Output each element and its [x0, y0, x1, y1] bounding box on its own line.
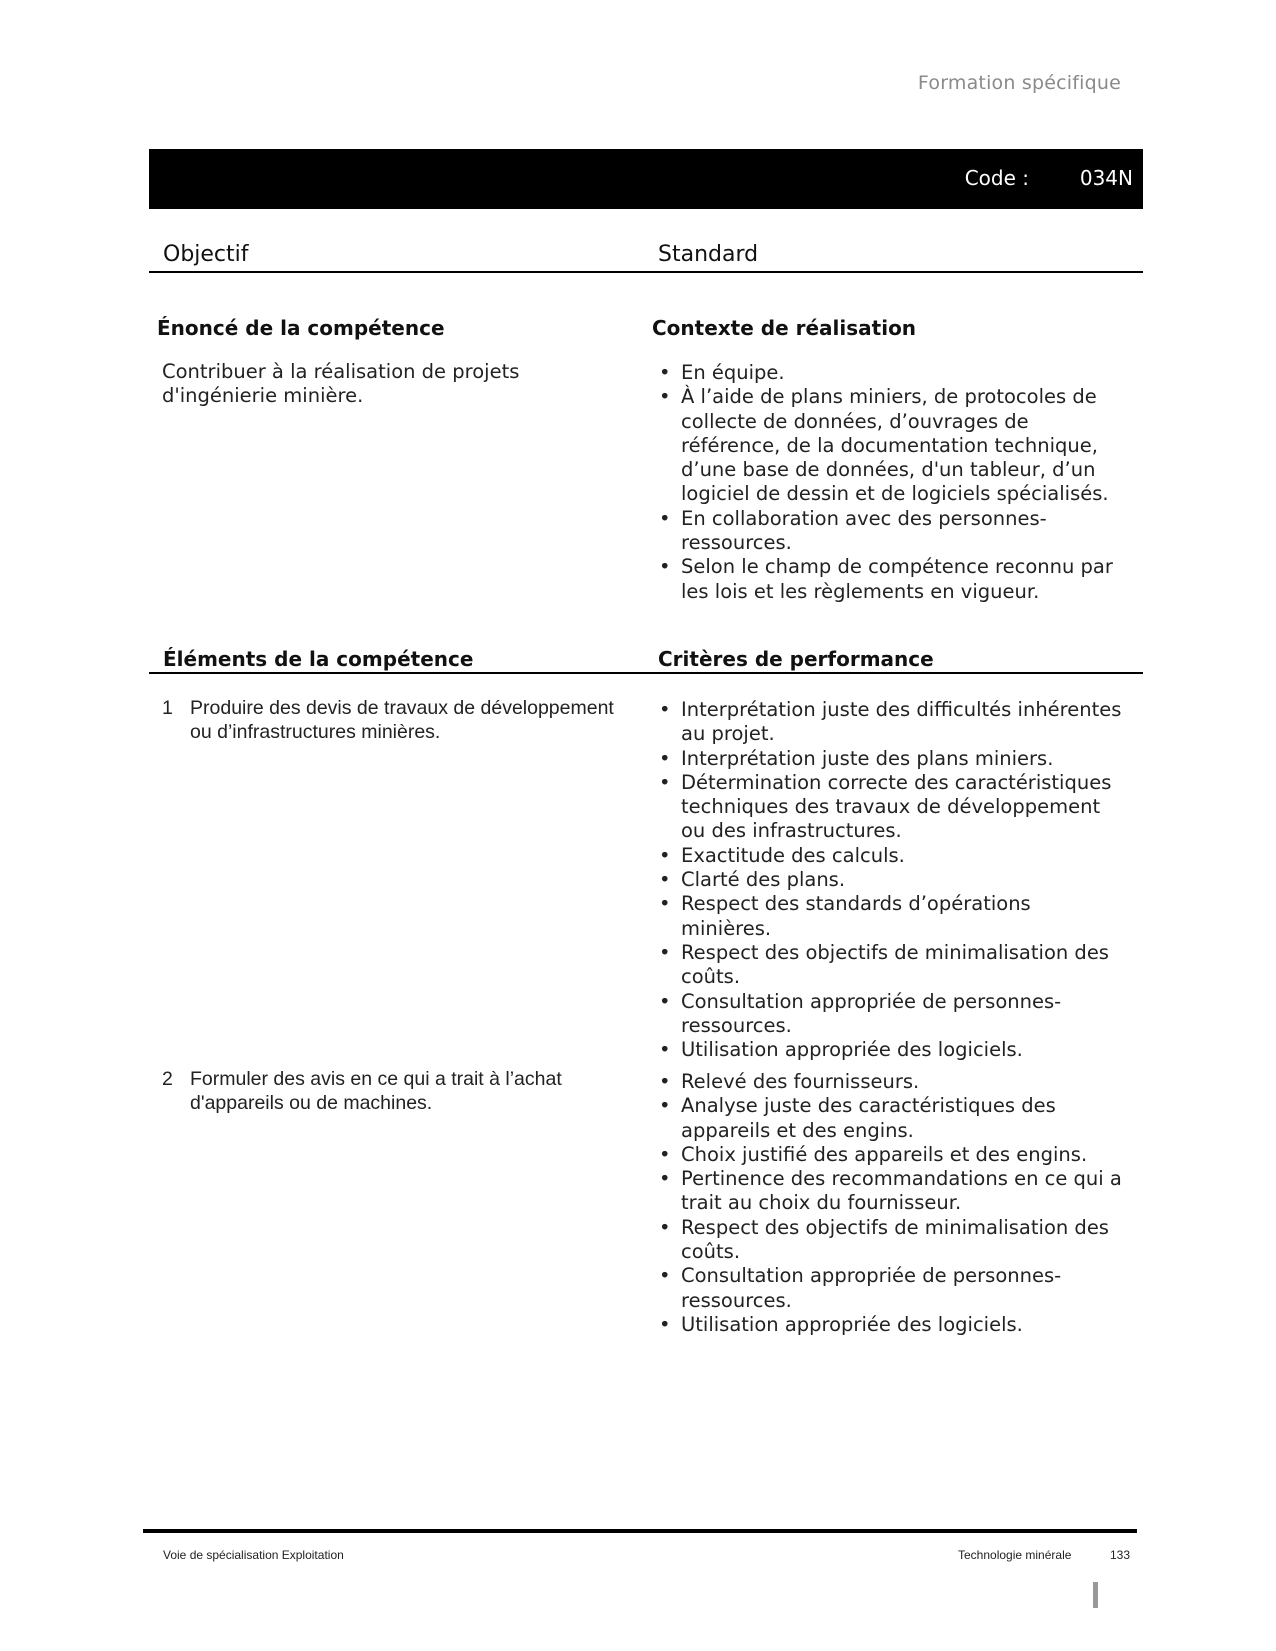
footer-program: Technologie minérale [958, 1548, 1072, 1562]
list-item: • Respect des objectifs de minimalisation des coûts. [659, 941, 1125, 990]
list-item: • Selon le champ de compétence reconnu par les lois et les règlements en vigueur. [659, 555, 1125, 604]
column-header-standard: Standard [658, 242, 759, 267]
element-text: Produire des devis de travaux de développement ou d’infrastructures minières. [190, 697, 614, 744]
list-item: • Pertinence des recommandations en ce qui a trait au choix du fournisseur. [659, 1167, 1125, 1216]
running-header: Formation spécifique [917, 72, 1121, 94]
enonce-text: Contribuer à la réalisation de projets d'ingénierie minière. [162, 360, 520, 407]
footer-rule [143, 1529, 1137, 1533]
code-bar [149, 149, 1143, 209]
code-value: 034N [1079, 166, 1133, 190]
list-item: • Interprétation juste des plans miniers. [659, 747, 1125, 771]
list-item: • Consultation appropriée de personnes-ressources. [659, 990, 1125, 1039]
list-item: • Respect des standards d’opérations minières. [659, 892, 1125, 941]
list-item: • Relevé des fournisseurs. [659, 1070, 1125, 1094]
list-item: • À l’aide de plans miniers, de protocoles de collecte de données, d’ouvrages de référence, de la documentation technique, d’une base de données, d'un tableur, d’un logiciel de dessin et de logiciels spécialisés. [659, 385, 1125, 506]
code-label: Code : [964, 166, 1029, 190]
elements-title: Éléments de la compétence [163, 647, 474, 671]
criteria-list-1 [659, 698, 1125, 1062]
criteres-title: Critères de performance [658, 647, 934, 671]
element-number: 1 [162, 697, 173, 719]
list-item: • Respect des objectifs de minimalisation des coûts. [659, 1216, 1125, 1265]
enonce-title: Énoncé de la compétence [157, 316, 445, 340]
list-item: • Détermination correcte des caractéristiques techniques des travaux de développement ou des infrastructures. [659, 771, 1125, 844]
list-item: • Utilisation appropriée des logiciels. [659, 1313, 1125, 1337]
list-item: • Analyse juste des caractéristiques des appareils et des engins. [659, 1094, 1125, 1143]
element-2 [162, 1067, 622, 1116]
column-header-objectif: Objectif [163, 242, 249, 267]
element-text: Formuler des avis en ce qui a trait à l’achat d'appareils ou de machines. [190, 1068, 562, 1115]
footer-left-text: Voie de spécialisation Exploitation [163, 1548, 344, 1562]
element-1 [162, 696, 622, 745]
element-number: 2 [162, 1068, 173, 1090]
footer-marker [1093, 1582, 1098, 1608]
elements-rule [149, 672, 1143, 674]
page-number: 133 [1110, 1548, 1131, 1562]
list-item: • Interprétation juste des difficultés inhérentes au projet. [659, 698, 1125, 747]
criteria-list-2 [659, 1070, 1125, 1337]
contexte-title: Contexte de réalisation [652, 316, 917, 340]
contexte-list [659, 361, 1125, 604]
list-item: • Exactitude des calculs. [659, 844, 1125, 868]
list-item: • Choix justifié des appareils et des engins. [659, 1143, 1125, 1167]
list-item: • Utilisation appropriée des logiciels. [659, 1038, 1125, 1062]
list-item: • En collaboration avec des personnes-ressources. [659, 507, 1125, 556]
list-item: • En équipe. [659, 361, 1125, 385]
list-item: • Consultation appropriée de personnes-ressources. [659, 1264, 1125, 1313]
list-item: • Clarté des plans. [659, 868, 1125, 892]
header-rule [149, 271, 1143, 273]
